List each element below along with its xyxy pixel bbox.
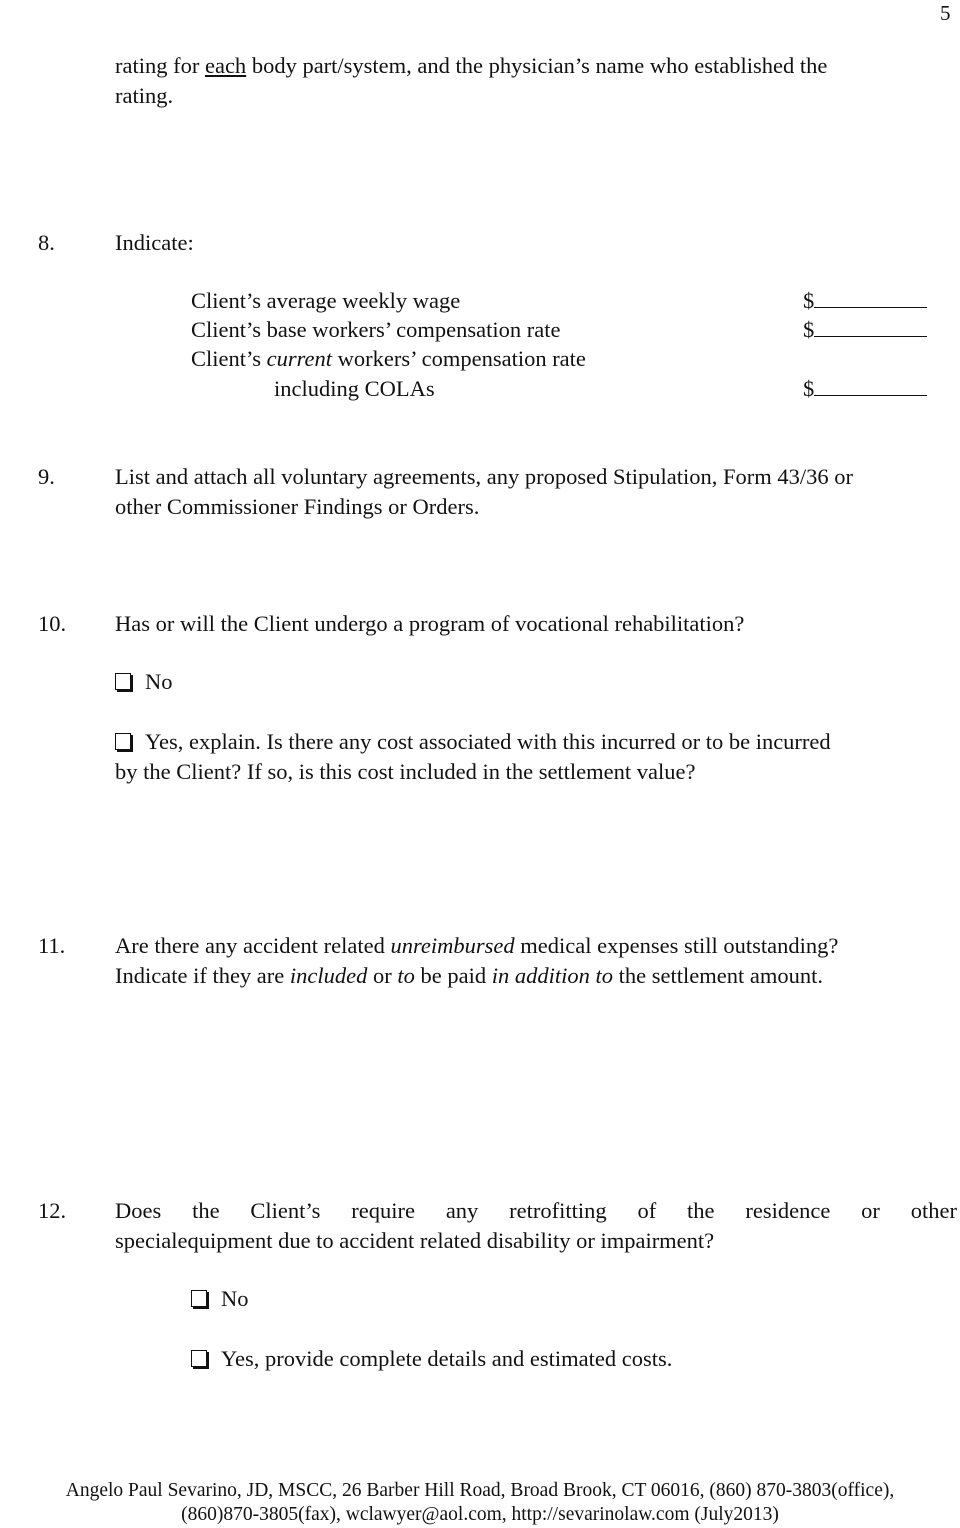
item11-line2 [115,961,823,991]
avg-weekly-wage-blank[interactable] [814,289,927,308]
item8-number: 8. [38,230,55,255]
item12-line2: specialequipment due to accident related disability or impairment? [115,1228,715,1253]
item8-heading: Indicate: [115,230,194,255]
base-rate-label: Client’s base workers’ compensation rate [191,317,561,342]
item9-line1: List and attach all voluntary agreements, any proposed Stipulation, Form 43/36 or [115,464,853,489]
item12-option-no[interactable] [191,1284,249,1314]
base-rate-field[interactable] [803,315,927,345]
avg-weekly-wage-label: Client’s average weekly wage [191,288,461,313]
item11-number: 11. [38,933,66,958]
item9-line2: other Commissioner Findings or Orders. [115,494,480,519]
item11-line1-prefix: Are there any accident related [115,933,391,958]
carryover-text [115,51,827,81]
item10-option-no-label: No [145,669,173,694]
item9-number: 9. [38,464,55,489]
current-rate-prefix: Client’s [191,346,267,371]
current-rate-emphasis: current [266,346,333,371]
item11-emphasis-to: to [397,963,415,988]
item11-emphasis-included: included [289,963,368,988]
checkbox-icon[interactable] [191,1290,207,1307]
carryover-line1-prefix: rating for [115,53,205,78]
currency-symbol: $ [803,288,815,313]
item10-option-yes[interactable] [115,727,831,757]
currency-symbol: $ [803,376,815,401]
item10-question: Has or will the Client undergo a program of vocational rehabilitation? [115,611,745,636]
carryover-line2: rating. [115,83,174,108]
currency-symbol: $ [803,317,815,342]
item10-option-yes-label: Yes, explain. Is there any cost associated with this incurred or to be incurred [145,729,831,754]
current-rate-blank[interactable] [814,377,927,396]
item10-number: 10. [38,611,67,636]
checkbox-icon[interactable] [115,733,131,750]
footer-line2: (860)870-3805(fax), wclawyer@aol.com, http://sevarinolaw.com (July2013) [181,1504,779,1525]
item11-emphasis-in-addition-to: in addition to [491,963,614,988]
item11-line2-c: be paid [414,963,492,988]
current-rate-field[interactable] [803,374,927,404]
item12-number: 12. [38,1198,67,1223]
item12-option-yes-label: Yes, provide complete details and estimated costs. [221,1346,673,1371]
carryover-emphasis: each [204,53,247,78]
checkbox-icon[interactable] [191,1350,207,1367]
base-rate-blank[interactable] [814,318,927,337]
current-rate-label-line2: including COLAs [274,376,435,401]
item11-line1 [115,931,838,961]
avg-weekly-wage-field[interactable] [803,286,927,316]
item11-line1-suffix: medical expenses still outstanding? [514,933,839,958]
checkbox-icon[interactable] [115,673,131,690]
page-number: 5 [940,1,951,25]
current-rate-suffix: workers’ compensation rate [332,346,586,371]
item11-line2-a: Indicate if they are [115,963,290,988]
item12-option-no-label: No [221,1286,249,1311]
item11-emphasis-unreimbursed: unreimbursed [390,933,515,958]
item11-line2-b: or [367,963,398,988]
item10-option-no[interactable] [115,667,173,697]
carryover-line1-suffix: body part/system, and the physician’s name who established the [246,53,828,78]
footer-line1: Angelo Paul Sevarino, JD, MSCC, 26 Barber Hill Road, Broad Brook, CT 06016, (860) 870-3803(office), [65,1480,895,1501]
item12-option-yes[interactable] [191,1344,672,1374]
current-rate-label [191,344,586,374]
item12-line1: Does the Client’s require any retrofitting of the residence or other [115,1198,957,1223]
item11-line2-d: the settlement amount. [613,963,823,988]
item10-option-yes-line2: by the Client? If so, is this cost included in the settlement value? [115,759,696,784]
